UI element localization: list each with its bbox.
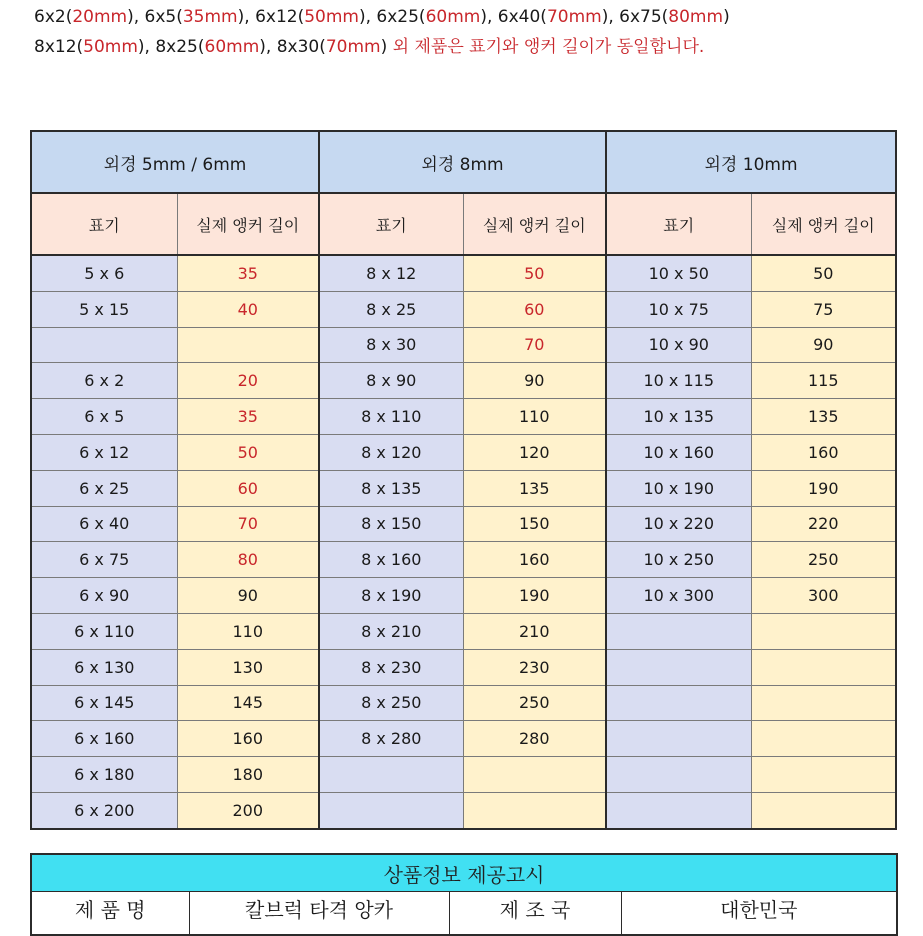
sub-header-depth: 실제 앵커 길이 [751,193,896,255]
sub-header-mark: 표기 [31,193,177,255]
size-mark-cell: 10 x 160 [606,434,751,470]
size-mark-cell: 10 x 50 [606,255,751,291]
size-mark-cell: 8 x 210 [319,613,463,649]
note-text: ) [723,7,730,27]
size-mark-cell: 8 x 230 [319,649,463,685]
sub-header-mark: 표기 [319,193,463,255]
anchor-length-cell: 250 [463,685,606,721]
anchor-length-cell: 110 [177,613,319,649]
note-text: ) [380,37,393,57]
anchor-length-cell [751,613,896,649]
size-mark-cell: 8 x 25 [319,291,463,327]
table-row [31,291,896,327]
size-mark-cell: 10 x 300 [606,578,751,614]
note-highlight: 35mm [182,7,238,27]
note-text: 8x12( [34,37,84,57]
size-mark-cell: 6 x 130 [31,649,177,685]
size-mark-cell: 10 x 90 [606,327,751,363]
size-mark-cell [606,685,751,721]
note-highlight: 외 제품은 표기와 앵커 길이가 동일합니다. [392,37,705,57]
anchor-length-cell [177,327,319,363]
anchor-length-cell: 110 [463,399,606,435]
size-mark-cell [31,327,177,363]
anchor-length-cell: 300 [751,578,896,614]
anchor-length-cell: 160 [751,434,896,470]
size-mark-cell: 6 x 145 [31,685,177,721]
size-mark-cell: 8 x 135 [319,470,463,506]
size-mark-cell: 8 x 120 [319,434,463,470]
note-highlight: 80mm [668,7,724,27]
origin-label: 제 조 국 [449,892,621,936]
anchor-length-cell: 90 [177,578,319,614]
anchor-length-cell: 35 [177,399,319,435]
anchor-length-cell: 50 [463,255,606,291]
size-mark-cell: 8 x 30 [319,327,463,363]
product-info-title: 상품정보 제공고시 [31,854,897,892]
group-header-8mm: 외경 8mm [319,131,606,193]
note-line-2 [34,32,730,62]
note-text: 6x2( [34,7,73,27]
anchor-length-cell [463,757,606,793]
size-mark-cell: 10 x 115 [606,363,751,399]
size-mark-cell: 6 x 200 [31,792,177,828]
table-row [31,363,896,399]
anchor-length-cell: 75 [751,291,896,327]
table-row [31,506,896,542]
table-row [31,255,896,291]
note-text: ), 6x12( [237,7,305,27]
sub-header-depth: 실제 앵커 길이 [177,193,319,255]
table-row [31,578,896,614]
anchor-size-table [30,130,897,830]
anchor-length-cell [751,721,896,757]
table-row [31,685,896,721]
anchor-length-cell [751,757,896,793]
table-row [31,721,896,757]
anchor-length-cell: 130 [177,649,319,685]
size-mark-cell: 8 x 90 [319,363,463,399]
size-mark-cell: 8 x 250 [319,685,463,721]
size-mark-cell [319,757,463,793]
product-info-title-row [31,854,897,892]
note-highlight: 50mm [304,7,359,27]
size-mark-cell: 8 x 110 [319,399,463,435]
size-mark-cell: 6 x 12 [31,434,177,470]
anchor-length-cell: 150 [463,506,606,542]
sub-header-depth: 실제 앵커 길이 [463,193,606,255]
product-info-row [31,892,897,936]
size-mark-cell: 5 x 15 [31,291,177,327]
anchor-length-cell: 120 [463,434,606,470]
size-mark-cell: 6 x 160 [31,721,177,757]
anchor-length-cell: 190 [751,470,896,506]
sub-header-row [31,193,896,255]
anchor-length-cell: 70 [177,506,319,542]
anchor-length-cell: 180 [177,757,319,793]
anchor-length-cell: 90 [463,363,606,399]
size-mark-cell [606,757,751,793]
size-mark-cell: 6 x 180 [31,757,177,793]
note-highlight: 70mm [546,7,602,27]
note-text: ), 6x40( [480,7,547,27]
size-mark-cell: 6 x 90 [31,578,177,614]
product-name-label: 제 품 명 [31,892,189,936]
group-header-row [31,131,896,193]
anchor-length-cell: 20 [177,363,319,399]
size-mark-cell: 5 x 6 [31,255,177,291]
anchor-length-cell: 220 [751,506,896,542]
anchor-length-cell: 230 [463,649,606,685]
origin-value: 대한민국 [621,892,897,936]
anchor-length-cell: 135 [751,399,896,435]
note-text: ), 6x25( [358,7,426,27]
product-name-value: 칼브럭 타격 앙카 [189,892,449,936]
size-mark-cell: 6 x 75 [31,542,177,578]
table-body [31,255,896,829]
size-mark-cell: 8 x 190 [319,578,463,614]
anchor-length-cell [463,792,606,828]
anchor-length-cell [751,792,896,828]
note-highlight: 60mm [425,7,481,27]
table-row [31,649,896,685]
note-text: ), 8x30( [259,37,326,57]
table-row [31,470,896,506]
table-row [31,613,896,649]
size-mark-cell: 10 x 75 [606,291,751,327]
size-mark-cell [606,792,751,828]
note-highlight: 60mm [204,37,260,57]
size-mark-cell: 8 x 12 [319,255,463,291]
size-mark-cell: 10 x 250 [606,542,751,578]
sub-header-mark: 표기 [606,193,751,255]
group-header-5-6mm: 외경 5mm / 6mm [31,131,319,193]
anchor-length-cell [751,685,896,721]
anchor-length-cell: 145 [177,685,319,721]
size-mark-cell: 6 x 25 [31,470,177,506]
anchor-length-cell: 200 [177,792,319,828]
size-mark-cell: 6 x 5 [31,399,177,435]
notes [34,2,730,62]
anchor-length-cell [751,649,896,685]
size-mark-cell [319,792,463,828]
size-mark-cell [606,613,751,649]
size-mark-cell: 8 x 280 [319,721,463,757]
anchor-length-cell: 60 [177,470,319,506]
anchor-length-cell: 70 [463,327,606,363]
anchor-length-cell: 135 [463,470,606,506]
table-row [31,434,896,470]
anchor-length-cell: 35 [177,255,319,291]
anchor-length-cell: 50 [751,255,896,291]
note-text: ), 6x75( [601,7,669,27]
size-mark-cell: 6 x 110 [31,613,177,649]
size-mark-cell: 6 x 40 [31,506,177,542]
anchor-length-cell: 190 [463,578,606,614]
size-mark-cell: 10 x 220 [606,506,751,542]
anchor-length-cell: 60 [463,291,606,327]
size-mark-cell: 6 x 2 [31,363,177,399]
anchor-length-cell: 40 [177,291,319,327]
table-row [31,399,896,435]
anchor-length-cell: 90 [751,327,896,363]
size-mark-cell [606,649,751,685]
note-line-1 [34,2,730,32]
anchor-length-cell: 160 [463,542,606,578]
table-row [31,757,896,793]
size-mark-cell: 10 x 135 [606,399,751,435]
table-row [31,542,896,578]
anchor-length-cell: 80 [177,542,319,578]
size-mark-cell [606,721,751,757]
note-highlight: 50mm [83,37,138,57]
size-mark-cell: 8 x 160 [319,542,463,578]
note-highlight: 20mm [72,7,128,27]
note-text: ), 6x5( [127,7,183,27]
group-header-10mm: 외경 10mm [606,131,896,193]
table-row [31,792,896,828]
table-row [31,327,896,363]
anchor-length-cell: 160 [177,721,319,757]
anchor-length-cell: 210 [463,613,606,649]
anchor-length-cell: 250 [751,542,896,578]
anchor-length-cell: 50 [177,434,319,470]
product-info-table [30,853,898,936]
note-text: ), 8x25( [137,37,205,57]
anchor-length-cell: 115 [751,363,896,399]
anchor-length-cell: 280 [463,721,606,757]
size-mark-cell: 8 x 150 [319,506,463,542]
size-mark-cell: 10 x 190 [606,470,751,506]
note-highlight: 70mm [325,37,381,57]
